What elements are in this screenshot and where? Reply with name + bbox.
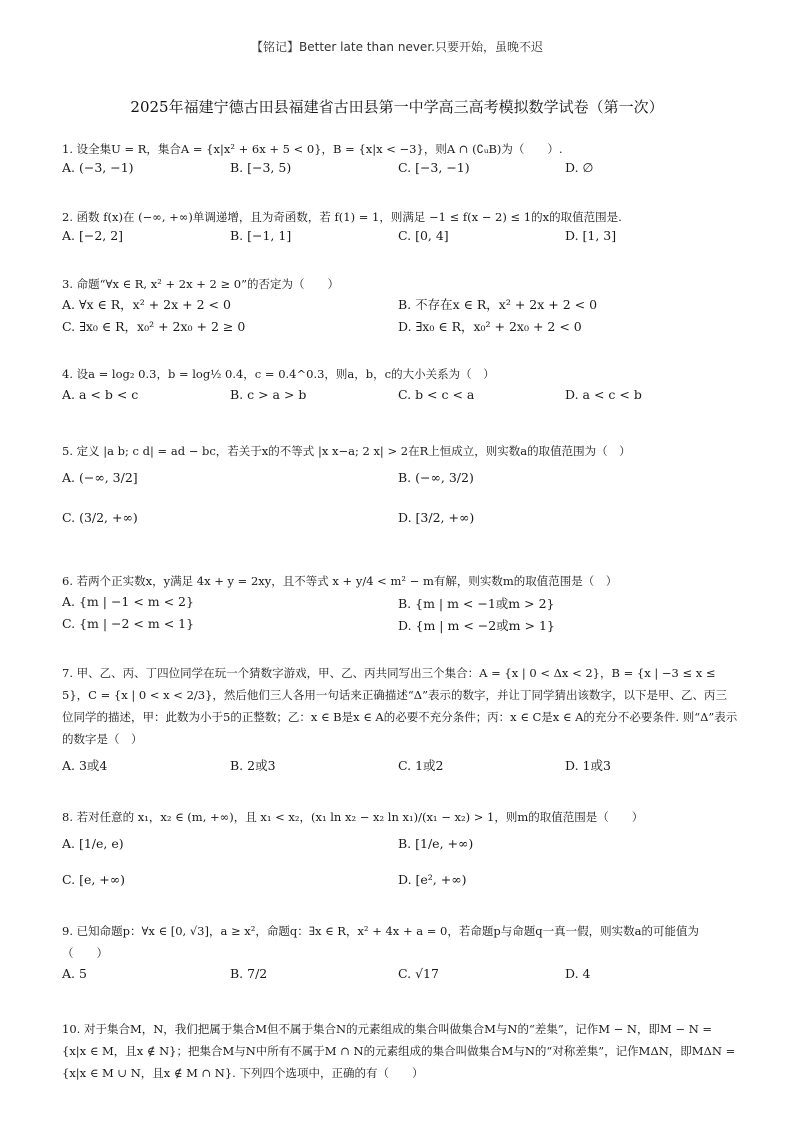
option-c[interactable]: C. {m | −2 < m < 1} (62, 616, 195, 631)
question-stem: 10. 对于集合M，N，我们把属于集合M但不属于集合N的元素组成的集合叫做集合M与N的“差集”，记作M − N，即M − N = {x|x ∈ M，且x ∉ N}；把集合M与N中所有不属于M ∩ N的元素组成的集合叫做集合M与N的“对称差集”，记作MΔN，即MΔN = {x|x ∈ M ∪ N，且x ∉ M ∩ N}. 下列四个选项中，正确的有（ ） (62, 1022, 736, 1080)
question-3 (62, 273, 738, 334)
question-stem: 8. 若对任意的 x₁，x₂ ∈ (m, +∞)，且 x₁ < x₂，(x₁ ln x₂ − x₂ ln x₁)/(x₁ − x₂) > 1，则m的取值范围是（ ） (62, 810, 644, 824)
option-d[interactable]: D. [1, 3] (565, 228, 617, 243)
option-a[interactable]: A. [−2, 2] (62, 228, 124, 243)
option-a[interactable]: A. (−3, −1) (62, 160, 134, 175)
question-6 (62, 570, 738, 633)
question-2 (62, 206, 738, 243)
option-b[interactable]: B. 7/2 (230, 966, 268, 981)
question-7 (62, 662, 738, 773)
question-8 (62, 806, 738, 887)
option-a[interactable]: A. (−∞, 3/2] (62, 470, 138, 485)
question-10 (62, 1018, 738, 1084)
option-c[interactable]: C. [e, +∞) (62, 872, 126, 887)
question-stem: 6. 若两个正实数x，y满足 4x + y = 2xy，且不等式 x + y/4 < m² − m有解，则实数m的取值范围是（ ） (62, 574, 618, 588)
question-9 (62, 920, 738, 981)
option-b[interactable]: B. {m | m < −1或m > 2} (398, 596, 555, 611)
option-d[interactable]: D. [e², +∞) (398, 872, 467, 887)
question-1 (62, 138, 738, 175)
option-c[interactable]: C. b < c < a (398, 387, 475, 402)
option-d[interactable]: D. {m | m < −2或m > 1} (398, 618, 555, 633)
question-stem: 4. 设a = log₂ 0.3，b = log½ 0.4，c = 0.4^0.3，则a，b，c的大小关系为（ ） (62, 367, 495, 381)
option-c[interactable]: C. (3/2, +∞) (62, 510, 138, 525)
question-stem: 9. 已知命题p：∀x ∈ [0, √3]，a ≥ x²，命题q：∃x ∈ R，x² + 4x + a = 0，若命题p与命题q一真一假，则实数a的可能值为（ ） (62, 924, 699, 960)
option-d[interactable]: D. a < c < b (565, 387, 642, 402)
option-b[interactable]: B. 2或3 (230, 758, 276, 773)
question-stem: 5. 定义 |a b; c d| = ad − bc，若关于x的不等式 |x x−a; 2 x| > 2在R上恒成立，则实数a的取值范围为（ ） (62, 444, 631, 458)
option-d[interactable]: D. 4 (565, 966, 591, 981)
option-a[interactable]: A. 3或4 (62, 758, 108, 773)
header-motto: 【铭记】Better late than never.只要开始，虽晚不迟 (251, 40, 543, 54)
option-a[interactable]: A. {m | −1 < m < 2} (62, 594, 194, 609)
option-d[interactable]: D. 1或3 (565, 758, 611, 773)
question-stem: 7. 甲、乙、丙、丁四位同学在玩一个猜数字游戏，甲、乙、丙共同写出三个集合：A = {x | 0 < Δx < 2}，B = {x | −3 ≤ x ≤ 5}，C = {x | 0 < x < 2/3}，然后他们三人各用一句话来正确描述“Δ”表示的数字，并让丁同学猜出该数字，以下是甲、乙、丙三位同学的描述，甲：此数为小于5的正整数；乙：x ∈ B是x ∈ A的必要不充分条件；丙：x ∈ C是x ∈ A的充分不必要条件. 则“Δ”表示的数字是（ ） (62, 666, 738, 746)
option-b[interactable]: B. c > a > b (230, 387, 307, 402)
option-b[interactable]: B. [−3, 5) (230, 160, 292, 175)
question-5 (62, 440, 738, 525)
option-d[interactable]: D. [3/2, +∞) (398, 510, 475, 525)
option-a[interactable]: A. a < b < c (62, 387, 139, 402)
question-stem: 2. 函数 f(x)在 (−∞, +∞)单调递增，且为奇函数，若 f(1) = 1，则满足 −1 ≤ f(x − 2) ≤ 1的x的取值范围是. (62, 210, 622, 224)
option-b[interactable]: B. 不存在x ∈ R，x² + 2x + 2 < 0 (398, 297, 598, 312)
option-a[interactable]: A. 5 (62, 966, 87, 981)
option-c[interactable]: C. [−3, −1) (398, 160, 470, 175)
option-b[interactable]: B. (−∞, 3/2) (398, 470, 474, 485)
option-c[interactable]: C. ∃x₀ ∈ R，x₀² + 2x₀ + 2 ≥ 0 (62, 319, 246, 334)
option-b[interactable]: B. [1/e, +∞) (398, 836, 474, 851)
option-c[interactable]: C. √17 (398, 966, 439, 981)
question-4 (62, 363, 738, 402)
option-a[interactable]: A. ∀x ∈ R，x² + 2x + 2 < 0 (62, 297, 231, 312)
option-c[interactable]: C. 1或2 (398, 758, 444, 773)
option-a[interactable]: A. [1/e, e) (62, 836, 124, 851)
option-b[interactable]: B. [−1, 1] (230, 228, 292, 243)
option-d[interactable]: D. ∃x₀ ∈ R，x₀² + 2x₀ + 2 < 0 (398, 319, 582, 334)
option-d[interactable]: D. ∅ (565, 160, 594, 175)
question-stem: 3. 命题“∀x ∈ R, x² + 2x + 2 ≥ 0”的否定为（ ） (62, 277, 339, 291)
page-title: 2025年福建宁德古田县福建省古田县第一中学高三高考模拟数学试卷（第一次） (130, 98, 664, 116)
question-stem: 1. 设全集U = R，集合A = {x|x² + 6x + 5 < 0}，B = {x|x < −3}，则A ∩ (∁ᵤB)为（ ）. (62, 142, 563, 156)
option-c[interactable]: C. [0, 4] (398, 228, 449, 243)
